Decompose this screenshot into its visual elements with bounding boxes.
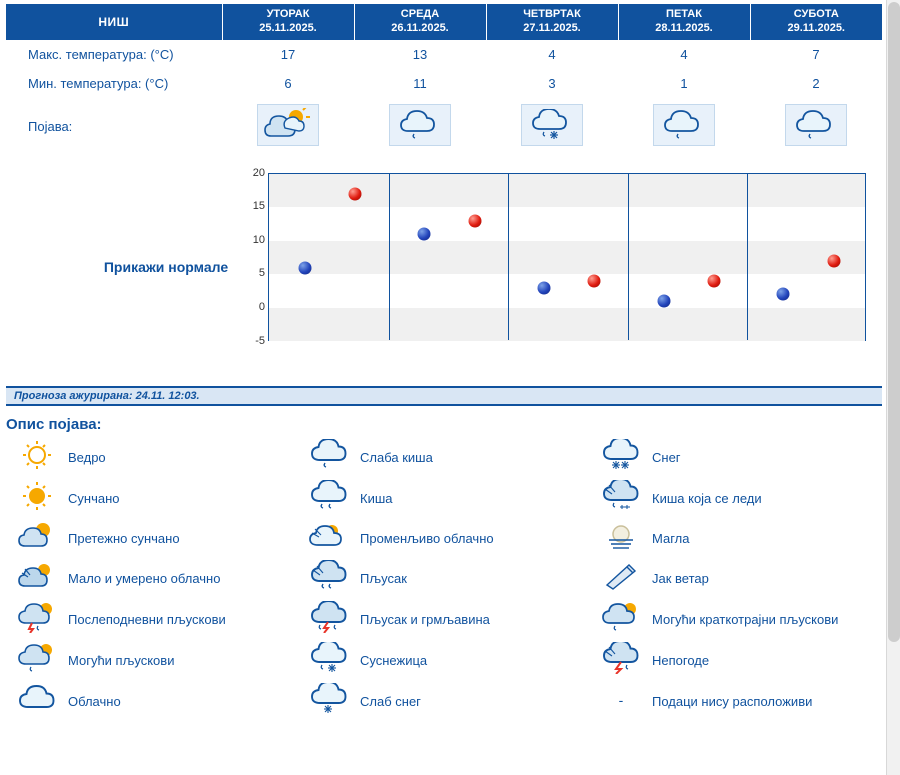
day-header-0 <box>222 4 354 40</box>
legend-label: Киша која се леди <box>652 490 762 506</box>
legend-label: Могући краткотрајни пљускови <box>652 611 839 627</box>
min-temp-2: 3 <box>548 75 556 91</box>
chart-max-temp-point <box>349 187 362 200</box>
table-row-phenomena <box>6 98 882 159</box>
snow-icon <box>521 104 583 146</box>
shower-thunder-icon <box>298 599 360 640</box>
few-clouds-icon <box>6 558 68 599</box>
legend-label: Јак ветар <box>652 570 709 586</box>
sunny-icon <box>6 478 68 519</box>
chart-plot <box>252 166 866 347</box>
phenomenon-cell-2 <box>486 98 618 159</box>
place-header: НИШ <box>6 4 222 40</box>
phenomenon-cell-0 <box>222 98 354 159</box>
legend-label: Суснежица <box>360 652 428 668</box>
phenomenon-cell-4 <box>750 98 882 159</box>
legend-title: Опис појава: <box>6 415 102 433</box>
possible-short-showers-icon <box>590 599 652 640</box>
legend-label: Послеподневни пљускови <box>68 611 226 627</box>
min-temp-1: 11 <box>413 75 427 91</box>
min-temp-0: 6 <box>284 75 292 91</box>
chart-ytick-label: -5 <box>255 334 265 347</box>
rain-icon <box>298 478 360 519</box>
chart-day-separator <box>389 174 390 340</box>
table-row-max-temp <box>6 40 882 69</box>
chart-min-temp-point <box>418 227 431 240</box>
legend-label: Подаци нису расположиви <box>652 693 813 709</box>
chart-band <box>269 308 865 342</box>
rain-light-icon <box>785 104 847 146</box>
day-date-3: 28.11.2025. <box>655 21 713 34</box>
min-temp-4: 2 <box>812 75 820 91</box>
chart-ytick-label: 10 <box>252 233 265 246</box>
day-header-4 <box>750 4 882 40</box>
chart-max-temp-point <box>468 214 481 227</box>
chart-day-separator <box>747 174 748 340</box>
day-header-1 <box>354 4 486 40</box>
legend-label: Сунчано <box>68 490 120 506</box>
legend-label: Претежно сунчано <box>68 530 180 546</box>
chart-min-temp-point <box>538 281 551 294</box>
chart-min-temp-point <box>657 295 670 308</box>
shower-icon <box>298 558 360 599</box>
legend-label: Ведро <box>68 449 106 465</box>
chart-day-separator <box>508 174 509 340</box>
legend-label: Мало и умерено облачно <box>68 570 221 586</box>
phenomenon-cell-3 <box>618 98 750 159</box>
legend-label: Киша <box>360 490 393 506</box>
no-data-icon: - <box>618 692 624 708</box>
day-date-1: 26.11.2025. <box>391 21 449 34</box>
chart-min-temp-point <box>298 261 311 274</box>
snow-icon <box>590 437 652 478</box>
legend-row <box>6 478 882 519</box>
table-header-row <box>6 4 882 40</box>
partly-sunny-icon <box>257 104 319 146</box>
chart-band <box>269 241 865 275</box>
day-date-4: 29.11.2025. <box>787 21 845 34</box>
legend-label: Слаб снег <box>360 693 421 709</box>
update-status-bar: Прогноза ажурирана: 24.11. 12:03. <box>6 386 882 406</box>
day-date-0: 25.11.2025. <box>259 21 317 34</box>
legend-label: Пљусак и грмљавина <box>360 611 490 627</box>
legend-label: Магла <box>652 530 690 546</box>
light-snow-icon <box>298 681 360 722</box>
day-name-4: СУБОТА <box>793 8 839 20</box>
legend-row <box>6 681 882 722</box>
chart-max-temp-point <box>827 254 840 267</box>
cloudy-icon <box>6 681 68 722</box>
strong-wind-icon <box>590 558 652 599</box>
forecast-table <box>6 4 882 159</box>
show-normals-button[interactable]: Прикажи нормале <box>103 258 229 275</box>
chart-min-temp-point <box>777 288 790 301</box>
legend-label: Слаба киша <box>360 449 433 465</box>
chart-max-temp-point <box>707 275 720 288</box>
phenomenon-cell-1 <box>354 98 486 159</box>
day-name-0: УТОРАК <box>266 8 310 20</box>
sleet-icon <box>298 640 360 681</box>
afternoon-showers-icon <box>6 599 68 640</box>
max-temp-1: 13 <box>412 46 428 62</box>
fog-icon <box>590 519 652 558</box>
row-label-max-temp: Макс. температура: (°C) <box>28 46 174 62</box>
legend-label: Непогоде <box>652 652 710 668</box>
freezing-rain-icon <box>590 478 652 519</box>
day-header-3 <box>618 4 750 40</box>
max-temp-0: 17 <box>280 46 296 62</box>
legend-table <box>6 437 882 722</box>
day-header-2 <box>486 4 618 40</box>
day-name-2: ЧЕТВРТАК <box>523 8 581 20</box>
page-content <box>0 4 886 722</box>
legend-label: Пљусак <box>360 570 407 586</box>
legend-row <box>6 599 882 640</box>
scrollbar-thumb[interactable] <box>888 2 900 642</box>
min-temp-3: 1 <box>680 75 688 91</box>
row-label-min-temp: Мин. температура: (°C) <box>28 75 169 91</box>
legend-row <box>6 437 882 478</box>
vertical-scrollbar[interactable] <box>886 0 900 775</box>
legend-row <box>6 640 882 681</box>
legend-label: Могући пљускови <box>68 652 175 668</box>
chart-ytick-label: 5 <box>258 267 265 280</box>
possible-showers-icon <box>6 640 68 681</box>
storm-icon <box>590 640 652 681</box>
row-label-phenomena: Појава: <box>28 118 73 134</box>
legend-row <box>6 519 882 558</box>
max-temp-3: 4 <box>680 46 688 62</box>
temperature-chart <box>6 166 882 378</box>
legend-label: Снег <box>652 449 681 465</box>
variable-cloudy-icon <box>298 519 360 558</box>
light-rain-icon <box>298 437 360 478</box>
day-name-3: ПЕТАК <box>666 8 702 20</box>
mostly-sunny-icon <box>6 519 68 558</box>
clear-icon <box>6 437 68 478</box>
legend-label: Облачно <box>68 693 121 709</box>
max-temp-4: 7 <box>812 46 820 62</box>
chart-ytick-label: 15 <box>252 200 265 213</box>
legend-row <box>6 558 882 599</box>
day-name-1: СРЕДА <box>400 8 440 20</box>
chart-max-temp-point <box>588 275 601 288</box>
legend-label: Променљиво облачно <box>360 530 494 546</box>
max-temp-2: 4 <box>548 46 556 62</box>
rain-light-icon <box>653 104 715 146</box>
chart-ytick-label: 0 <box>258 300 265 313</box>
table-row-min-temp <box>6 69 882 98</box>
chart-day-separator <box>628 174 629 340</box>
rain-light-icon <box>389 104 451 146</box>
chart-ytick-label: 20 <box>252 166 265 179</box>
day-date-2: 27.11.2025. <box>523 21 581 34</box>
chart-area <box>252 166 866 365</box>
